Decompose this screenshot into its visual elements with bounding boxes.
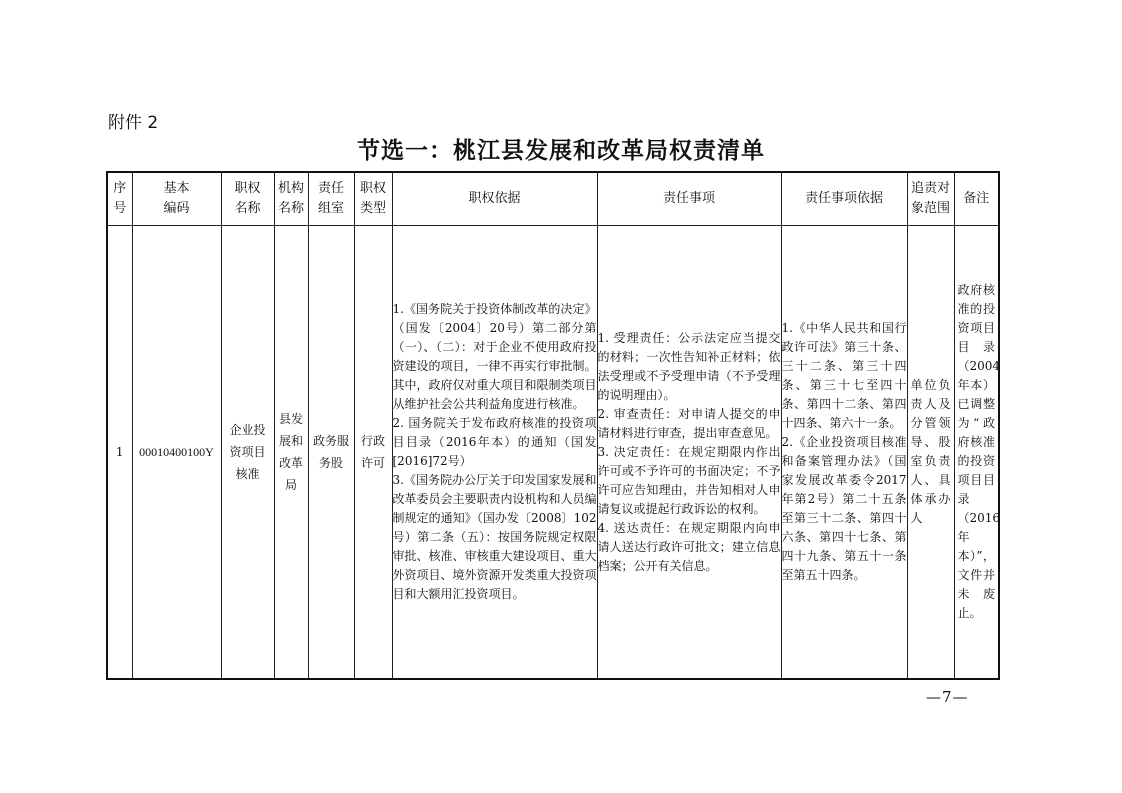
header-org-name: 机构 名称 bbox=[274, 172, 308, 226]
header-power-type: 职权 类型 bbox=[354, 172, 392, 226]
cell-basis bbox=[392, 226, 597, 680]
header-duties: 责任事项 bbox=[597, 172, 781, 226]
header-duty-basis: 责任事项依据 bbox=[781, 172, 907, 226]
document-title: 节选一：桃江县发展和改革局权责清单 bbox=[357, 137, 765, 164]
duty-item: 2. 审查责任：对申请人提交的申请材料进行审查，提出审查意见。 bbox=[597, 406, 781, 440]
table-header-row bbox=[107, 172, 999, 226]
cell-remarks: 政府核准的投资项目目录（2004年本）已调整为“政府核准的投资项目目录（2016年本）”，文件并未废止。 bbox=[954, 226, 999, 680]
duty-item: 1. 受理责任：公示法定应当提交的材料；一次性告知补正材料；依法受理或不予受理申请（不予受理的说明理由）。 bbox=[597, 330, 781, 402]
cell-org-name: 县发展和改革局 bbox=[274, 226, 308, 680]
power-responsibility-table bbox=[106, 171, 1000, 680]
basis-item: 2. 国务院关于发布政府核准的投资项目目录（2016年本）的通知（国发[2016]72号） bbox=[392, 416, 597, 468]
header-remarks: 备注 bbox=[954, 172, 999, 226]
cell-code: 00010400100Y bbox=[132, 226, 221, 680]
header-power-name: 职权 名称 bbox=[221, 172, 274, 226]
cell-duties bbox=[597, 226, 781, 680]
table-row bbox=[107, 226, 999, 680]
basis-item: 1.《国务院关于投资体制改革的决定》（国发〔2004〕20号）第二部分第（一）、（二）：对于企业不使用政府投资建设的项目，一律不再实行审批制。其中，政府仅对重大项目和限制类项目从维护社会公共利益角度进行核准。 bbox=[392, 302, 597, 411]
cell-duty-basis bbox=[781, 226, 907, 680]
cell-power-name: 企业投资项目核准 bbox=[221, 226, 274, 680]
duty-item: 3. 决定责任：在规定期限内作出许可或不予许可的书面决定；不予许可应告知理由，并告知相对人申请复议或提起行政诉讼的权利。 bbox=[597, 444, 781, 516]
attachment-label: 附件 2 bbox=[108, 113, 159, 133]
header-code: 基本 编码 bbox=[132, 172, 221, 226]
basis-item: 3.《国务院办公厅关于印发国家发展和改革委员会主要职责内设机构和人员编制规定的通知》（国办发〔2008〕102号）第二条（五）：按国务院规定权限审批、核准、审核重大建设项目、重大外资项目、境外资源开发类重大投资项目和大额用汇投资项目。 bbox=[392, 473, 597, 601]
header-seq: 序 号 bbox=[107, 172, 132, 226]
header-dept: 责任 组室 bbox=[308, 172, 354, 226]
header-basis: 职权依据 bbox=[392, 172, 597, 226]
duty-basis-item: 1.《中华人民共和国行政许可法》第三十条、三十二条、第三十四条、第三十七至四十条、第四十二条、第四十四条、第六十一条。 bbox=[781, 321, 907, 430]
duty-basis-item: 2.《企业投资项目核准和备案管理办法》（国家发展改革委令2017年第2号）第二十五条至第三十二条、第四十六条、第四十七条、第四十九条、第五十一条至第五十四条。 bbox=[781, 435, 907, 582]
cell-power-type: 行政许可 bbox=[354, 226, 392, 680]
cell-seq: 1 bbox=[107, 226, 132, 680]
page-number: —7— bbox=[926, 688, 969, 706]
cell-scope: 单位负责人及分管领导、股室负责人、具体承办人 bbox=[907, 226, 954, 680]
duty-item: 4. 送达责任：在规定期限内向申请人送达行政许可批文；建立信息档案；公开有关信息。 bbox=[597, 520, 781, 573]
header-scope: 追责对 象范围 bbox=[907, 172, 954, 226]
cell-dept: 政务服务股 bbox=[308, 226, 354, 680]
